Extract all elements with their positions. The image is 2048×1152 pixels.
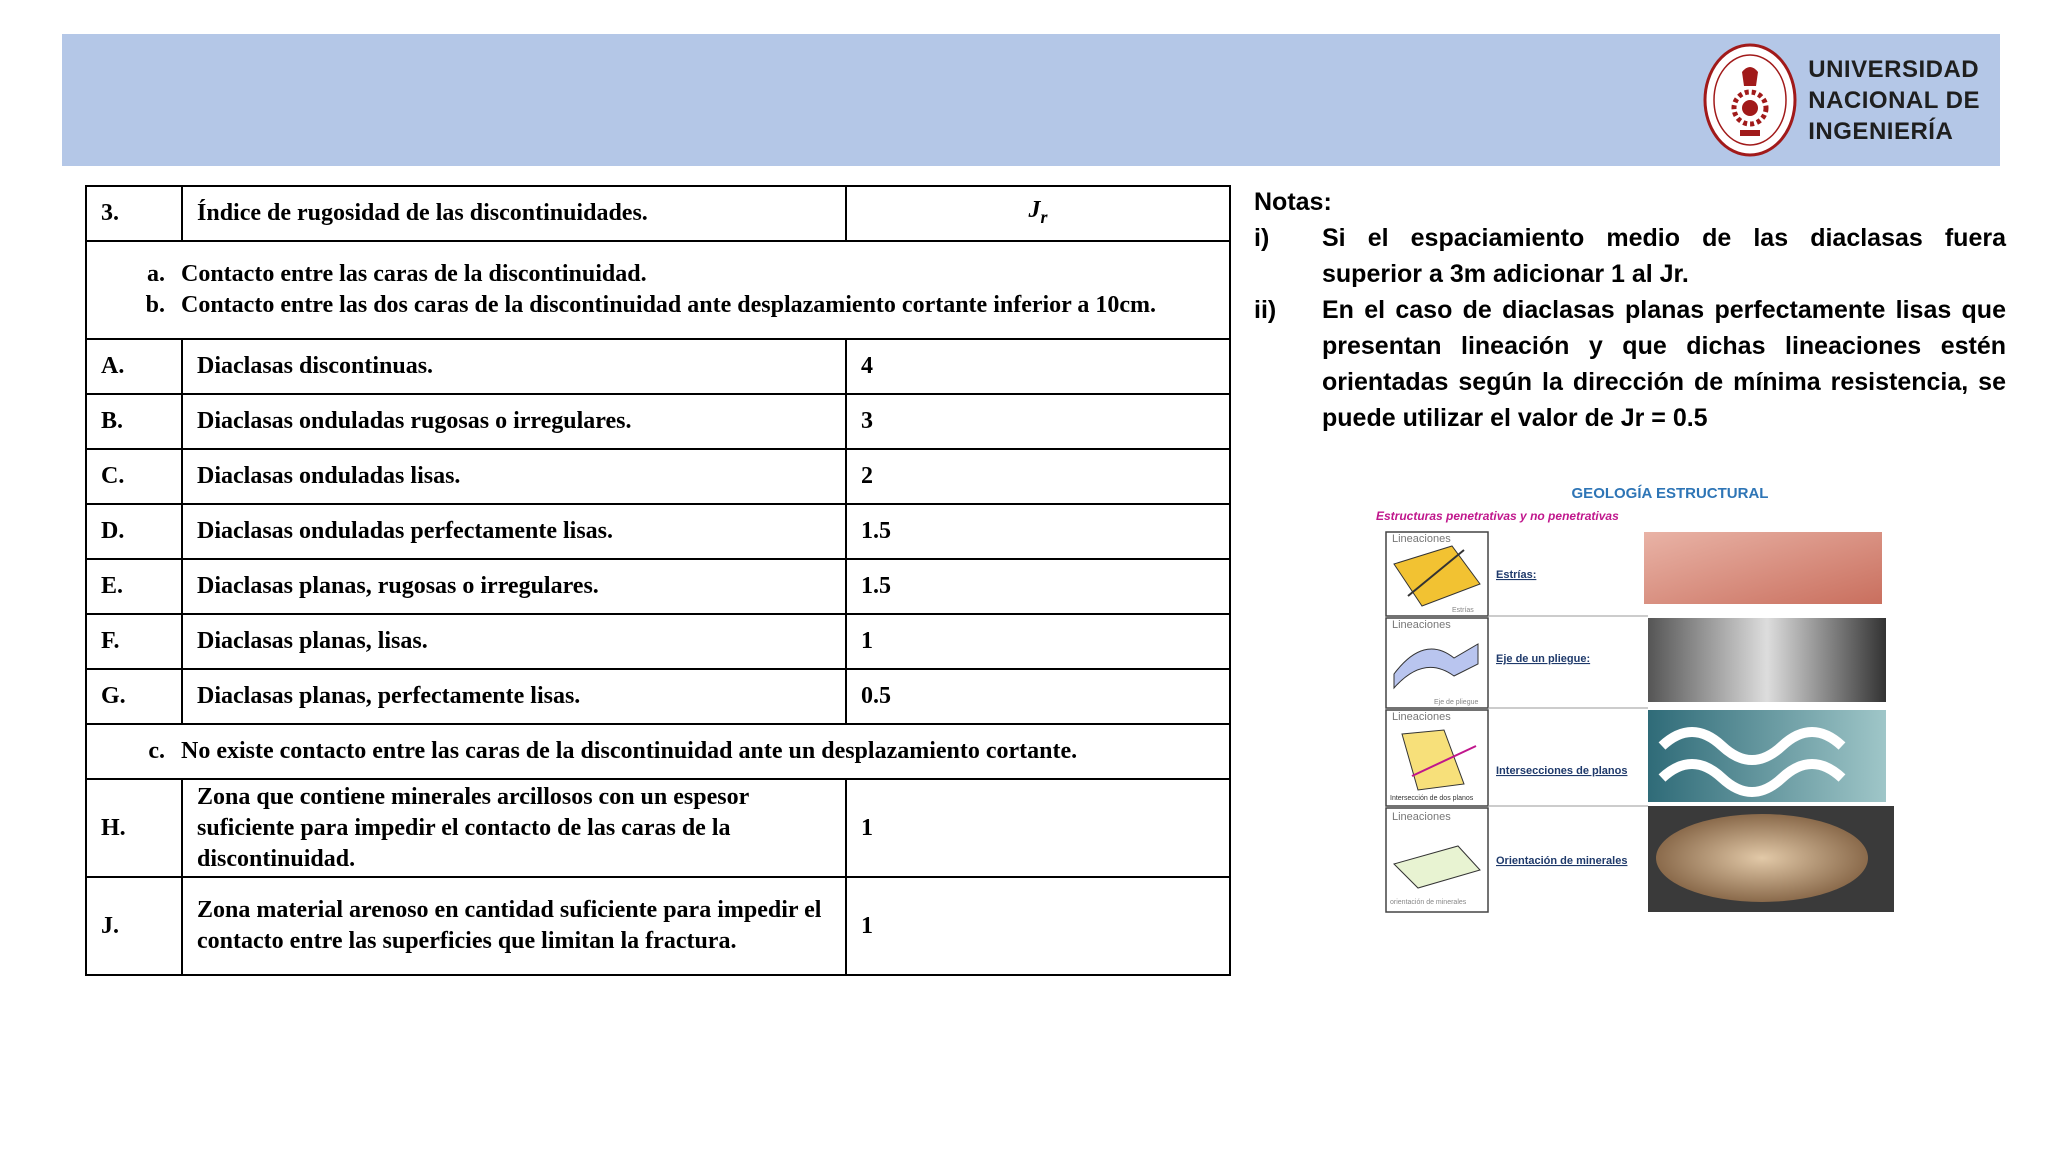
conditions-ab-cell xyxy=(86,241,1230,339)
table-header-row xyxy=(86,186,1230,241)
table-row xyxy=(86,669,1230,724)
row-id: G. xyxy=(86,669,182,724)
row-value: 0.5 xyxy=(846,669,1230,724)
table-row xyxy=(86,877,1230,975)
lineaciones-tag: Lineaciones xyxy=(1392,711,1451,723)
row-value: 1.5 xyxy=(846,504,1230,559)
note-item xyxy=(1254,220,2006,292)
row-id: B. xyxy=(86,394,182,449)
mineral-photo xyxy=(1656,814,1868,902)
figure-row-label: Estrías: xyxy=(1496,569,1537,581)
jr-symbol-sub: r xyxy=(1040,206,1048,227)
figure-caption: orientación de minerales xyxy=(1390,899,1467,906)
row-id: A. xyxy=(86,339,182,394)
figure-row-label: Orientación de minerales xyxy=(1496,855,1628,867)
notes-section xyxy=(1254,184,2006,436)
header-banner xyxy=(62,34,2000,166)
row-value: 1 xyxy=(846,614,1230,669)
row-value: 4 xyxy=(846,339,1230,394)
university-name-line: INGENIERÍA xyxy=(1808,117,1954,145)
roughness-index-table xyxy=(85,185,1231,976)
university-name-line: NACIONAL DE xyxy=(1808,86,1980,114)
lineaciones-tag: Lineaciones xyxy=(1392,811,1451,823)
figure-row-label: Intersecciones de planos xyxy=(1496,765,1628,777)
row-id: H. xyxy=(86,779,182,877)
condition-letter: a. xyxy=(147,261,165,287)
header-number: 3. xyxy=(86,186,182,241)
condition-letter: c. xyxy=(148,738,165,764)
table-row xyxy=(86,504,1230,559)
row-description: Diaclasas planas, lisas. xyxy=(182,614,846,669)
fold-photo xyxy=(1648,618,1886,702)
lineaciones-tag: Lineaciones xyxy=(1392,619,1451,631)
table-row xyxy=(86,614,1230,669)
row-description: Diaclasas onduladas rugosas o irregulares. xyxy=(182,394,846,449)
figure-title: GEOLOGÍA ESTRUCTURAL xyxy=(1571,485,1769,502)
condition-letter: b. xyxy=(145,292,165,318)
row-description: Diaclasas planas, rugosas o irregulares. xyxy=(182,559,846,614)
table-row xyxy=(86,559,1230,614)
row-value: 1 xyxy=(846,877,1230,975)
row-value: 1 xyxy=(846,779,1230,877)
table-row xyxy=(86,449,1230,504)
row-value: 1.5 xyxy=(846,559,1230,614)
jr-symbol xyxy=(846,186,1230,241)
table-row xyxy=(86,779,1230,877)
row-id: F. xyxy=(86,614,182,669)
figure-caption: Estrías xyxy=(1452,607,1474,614)
figure-subtitle: Estructuras penetrativas y no penetrativas xyxy=(1376,509,1619,523)
condition-c-row xyxy=(86,724,1230,779)
university-name xyxy=(1808,54,1980,147)
header-title: Índice de rugosidad de las discontinuidades. xyxy=(182,186,846,241)
note-number: i) xyxy=(1254,224,1270,252)
note-text: Si el espaciamiento medio de las diaclasas fuera superior a 3m adicionar 1 al Jr. xyxy=(1322,224,2006,288)
row-id: J. xyxy=(86,877,182,975)
university-name-line: UNIVERSIDAD xyxy=(1808,55,1980,83)
table-row xyxy=(86,339,1230,394)
jr-symbol-main: J xyxy=(1028,196,1041,223)
condition-text: Contacto entre las caras de la discontinuidad. xyxy=(181,261,647,287)
striae-photo xyxy=(1644,532,1882,604)
figure-row-label: Eje de un pliegue: xyxy=(1496,653,1591,665)
row-description: Diaclasas planas, perfectamente lisas. xyxy=(182,669,846,724)
notes-title: Notas: xyxy=(1254,188,1332,216)
condition-text: Contacto entre las dos caras de la discontinuidad ante desplazamiento cortante inferior a 10cm. xyxy=(181,292,1157,318)
row-description: Diaclasas discontinuas. xyxy=(182,339,846,394)
university-seal-icon xyxy=(1702,42,1798,158)
lineaciones-tag: Lineaciones xyxy=(1392,533,1451,545)
row-value: 2 xyxy=(846,449,1230,504)
row-description: Diaclasas onduladas lisas. xyxy=(182,449,846,504)
row-description: Diaclasas onduladas perfectamente lisas. xyxy=(182,504,846,559)
table-row xyxy=(86,394,1230,449)
figure-caption: Eje de pliegue xyxy=(1434,699,1479,706)
condition-text: No existe contacto entre las caras de la discontinuidad ante un desplazamiento cortante. xyxy=(181,738,1078,764)
condition-item xyxy=(101,736,1215,767)
row-description: Zona que contiene minerales arcillosos con un espesor suficiente para impedir el contacto de las caras de la discontinuidad. xyxy=(182,779,846,877)
university-logo xyxy=(1702,42,1980,158)
note-item xyxy=(1254,292,2006,436)
row-id: C. xyxy=(86,449,182,504)
conditions-ab-row xyxy=(86,241,1230,339)
row-id: E. xyxy=(86,559,182,614)
row-description: Zona material arenoso en cantidad suficiente para impedir el contacto entre las superficies que limitan la fractura. xyxy=(182,877,846,975)
row-id: D. xyxy=(86,504,182,559)
figure-caption: Intersección de dos planos xyxy=(1390,795,1474,802)
note-text: En el caso de diaclasas planas perfectamente lisas que presentan lineación y que dichas lineaciones estén orientadas según la dirección de mínima resistencia, se puede utilizar el valor de Jr = 0.5 xyxy=(1322,296,2006,432)
condition-c-cell xyxy=(86,724,1230,779)
note-number: ii) xyxy=(1254,296,1277,324)
condition-item xyxy=(101,290,1215,321)
condition-item xyxy=(101,259,1215,290)
structural-geology-figure xyxy=(1372,484,1894,916)
row-value: 3 xyxy=(846,394,1230,449)
